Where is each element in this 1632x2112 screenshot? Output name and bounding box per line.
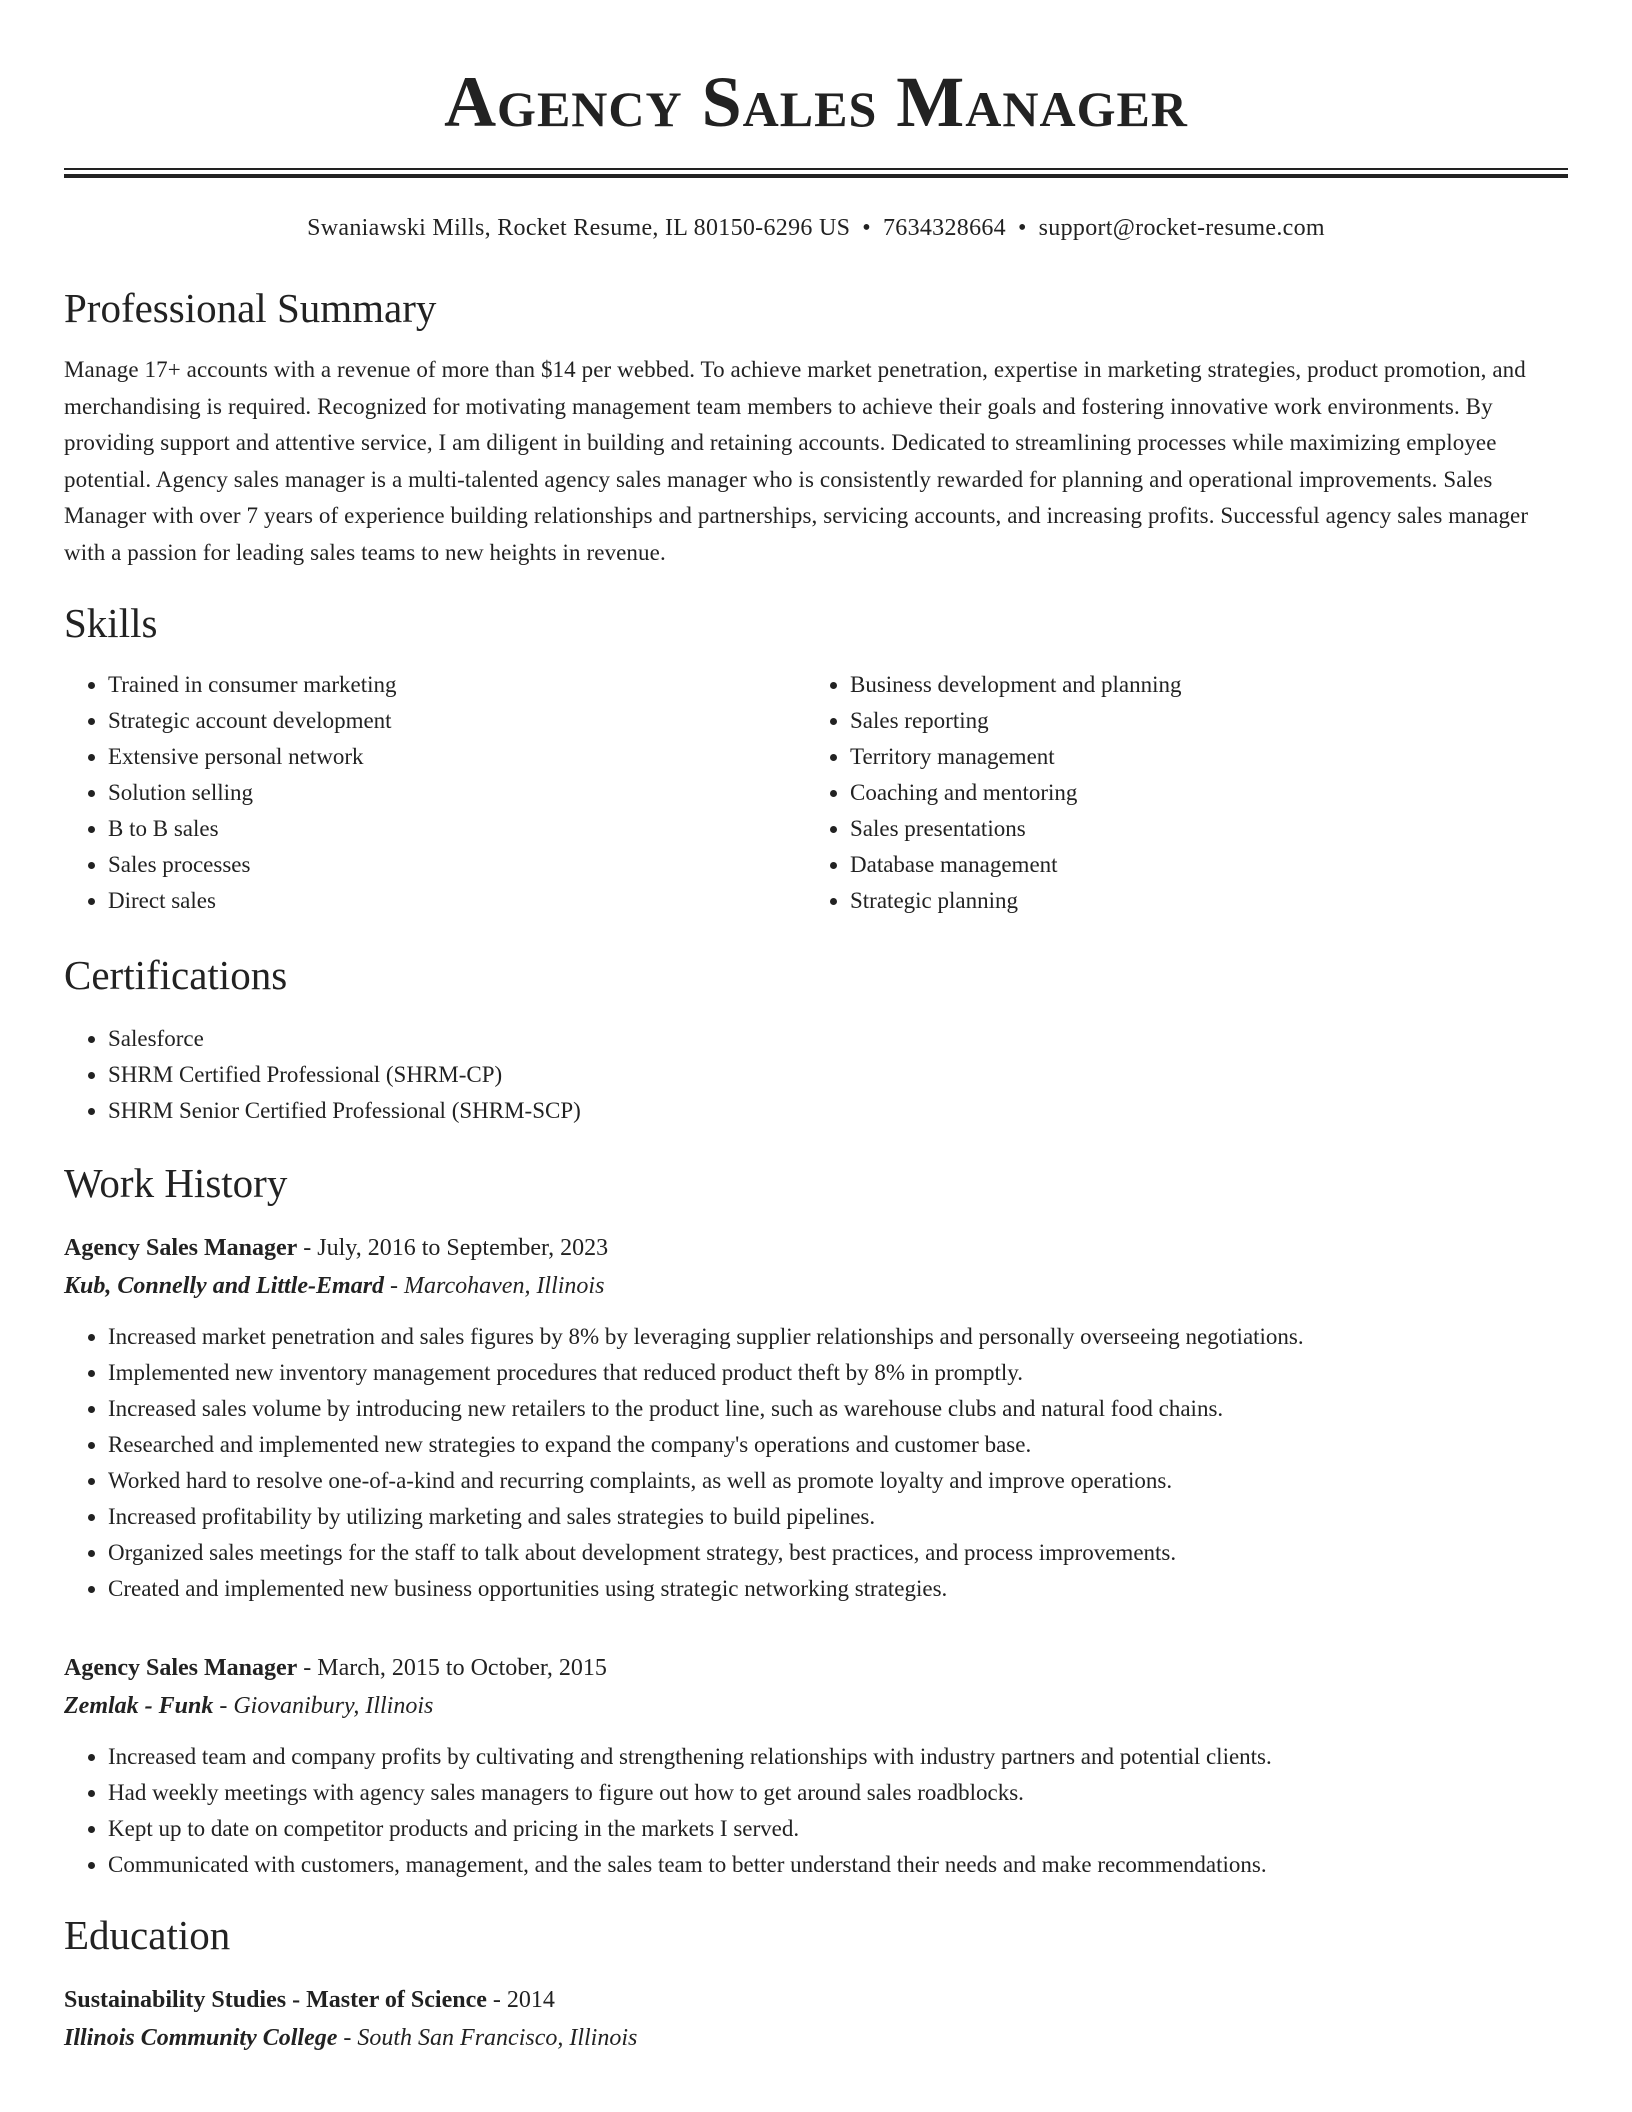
skill-item: • Coaching and mentoring (850, 775, 1548, 811)
job-bullet: • Worked hard to resolve one-of-a-kind and recurring complaints, as well as promote loyalty and improve operations. (108, 1463, 1568, 1499)
education-year: - 2014 (486, 1987, 555, 2013)
job-company: Zemlak - Funk (64, 1693, 214, 1719)
skill-item: • Sales reporting (850, 703, 1548, 739)
job-company: Kub, Connelly and Little-Emard (64, 1273, 385, 1299)
skill-item: • Solution selling (108, 775, 806, 811)
job-bullet: • Increased team and company profits by cultivating and strengthening relationships with industry partners and potential clients. (108, 1739, 1568, 1775)
job-title: Agency Sales Manager (64, 1235, 298, 1261)
skill-item: • Territory management (850, 739, 1548, 775)
work-history-section (64, 1159, 1568, 1883)
certification-item: • SHRM Senior Certified Professional (SHRM-SCP) (108, 1093, 1568, 1129)
job-bullet: • Researched and implemented new strategies to expand the company's operations and customer base. (108, 1427, 1568, 1463)
skill-item: • Business development and planning (850, 667, 1548, 703)
title-divider (64, 168, 1568, 178)
job-company-line (64, 1687, 1568, 1725)
contact-separator: • (1017, 215, 1027, 241)
job-title-line (64, 1229, 1568, 1267)
job-entry (64, 1229, 1568, 1607)
job-dates: - July, 2016 to September, 2023 (297, 1235, 609, 1261)
certification-item: • SHRM Certified Professional (SHRM-CP) (108, 1057, 1568, 1093)
education-degree: Sustainability Studies - Master of Science (64, 1987, 487, 2013)
contact-separator: • (862, 215, 871, 241)
education-entry (64, 1981, 1568, 2057)
education-location: - South San Francisco, Illinois (337, 2025, 638, 2051)
job-title-line (64, 1649, 1568, 1687)
contact-line (64, 212, 1568, 244)
summary-section (64, 284, 1568, 571)
certifications-list (64, 1021, 1568, 1129)
contact-phone: 7634328664 (882, 215, 1006, 241)
education-school-line (64, 2019, 1568, 2057)
skills-list-right (806, 667, 1548, 919)
contact-email: support@rocket-resume.com (1038, 215, 1325, 241)
job-bullets (64, 1739, 1568, 1883)
skill-item: • Database management (850, 847, 1548, 883)
skill-item: • Direct sales (108, 883, 806, 919)
section-heading-skills: Skills (64, 600, 158, 646)
skill-item: • Strategic planning (850, 883, 1548, 919)
skill-item: • Extensive personal network (108, 739, 806, 775)
resume-title: Agency Sales Manager (444, 62, 1188, 142)
job-bullet: • Implemented new inventory management procedures that reduced product theft by 8% in promptly. (108, 1355, 1568, 1391)
job-location: - Marcohaven, Illinois (384, 1273, 605, 1299)
job-bullet: • Created and implemented new business opportunities using strategic networking strategies. (108, 1571, 1568, 1607)
section-heading-education: Education (64, 1912, 231, 1958)
job-bullet: • Increased profitability by utilizing marketing and sales strategies to build pipelines. (108, 1499, 1568, 1535)
education-section (64, 1911, 1568, 2057)
job-bullet: • Increased market penetration and sales figures by 8% by leveraging supplier relationships and personally overseeing negotiations. (108, 1319, 1568, 1355)
skills-list-left (64, 667, 806, 919)
section-heading-certifications: Certifications (64, 952, 288, 998)
skill-item: • B to B sales (108, 811, 806, 847)
skill-item: • Trained in consumer marketing (108, 667, 806, 703)
education-degree-line (64, 1981, 1568, 2019)
job-bullets (64, 1319, 1568, 1607)
job-title: Agency Sales Manager (64, 1655, 298, 1681)
certification-item: • Salesforce (108, 1021, 1568, 1057)
job-entry (64, 1649, 1568, 1883)
skill-item: • Strategic account development (108, 703, 806, 739)
job-bullet: • Kept up to date on competitor products and pricing in the markets I served. (108, 1811, 1568, 1847)
resume-page (64, 0, 1568, 2057)
skill-item: • Sales presentations (850, 811, 1548, 847)
job-bullet: • Increased sales volume by introducing new retailers to the product line, such as warehouse clubs and natural food chains. (108, 1391, 1568, 1427)
job-bullet: • Organized sales meetings for the staff to talk about development strategy, best practices, and process improvements. (108, 1535, 1568, 1571)
section-heading-summary: Professional Summary (64, 285, 437, 331)
job-bullet: • Communicated with customers, management, and the sales team to better understand their needs and make recommendations. (108, 1847, 1568, 1883)
job-bullet: • Had weekly meetings with agency sales managers to figure out how to get around sales roadblocks. (108, 1775, 1568, 1811)
skills-section (64, 599, 1568, 919)
skills-columns (64, 667, 1568, 919)
skill-item: • Sales processes (108, 847, 806, 883)
summary-text: Manage 17+ accounts with a revenue of more than $14 per webbed. To achieve market penetration, expertise in marketing strategies, product promotion, and merchandising is required. Recognized for motivating management team members to achieve their goals and fostering innovative work environments. By providing support and attentive service, I am diligent in building and retaining accounts. Dedicated to streamlining processes while maximizing employee potential. Agency sales manager is a multi-talented agency sales manager who is consistently rewarded for planning and operational improvements. Sales Manager with over 7 years of experience building relationships and partnerships, servicing accounts, and increasing profits. Successful agency sales manager with a passion for leading sales teams to new heights in revenue. (64, 357, 1529, 565)
section-heading-work-history: Work History (64, 1160, 288, 1206)
contact-address: Swaniawski Mills, Rocket Resume, IL 80150-6296 US (307, 215, 851, 241)
job-location: - Giovanibury, Illinois (213, 1693, 434, 1719)
education-school: Illinois Community College (64, 2025, 338, 2051)
certifications-section (64, 951, 1568, 1129)
job-dates: - March, 2015 to October, 2015 (297, 1655, 607, 1681)
job-company-line (64, 1267, 1568, 1305)
